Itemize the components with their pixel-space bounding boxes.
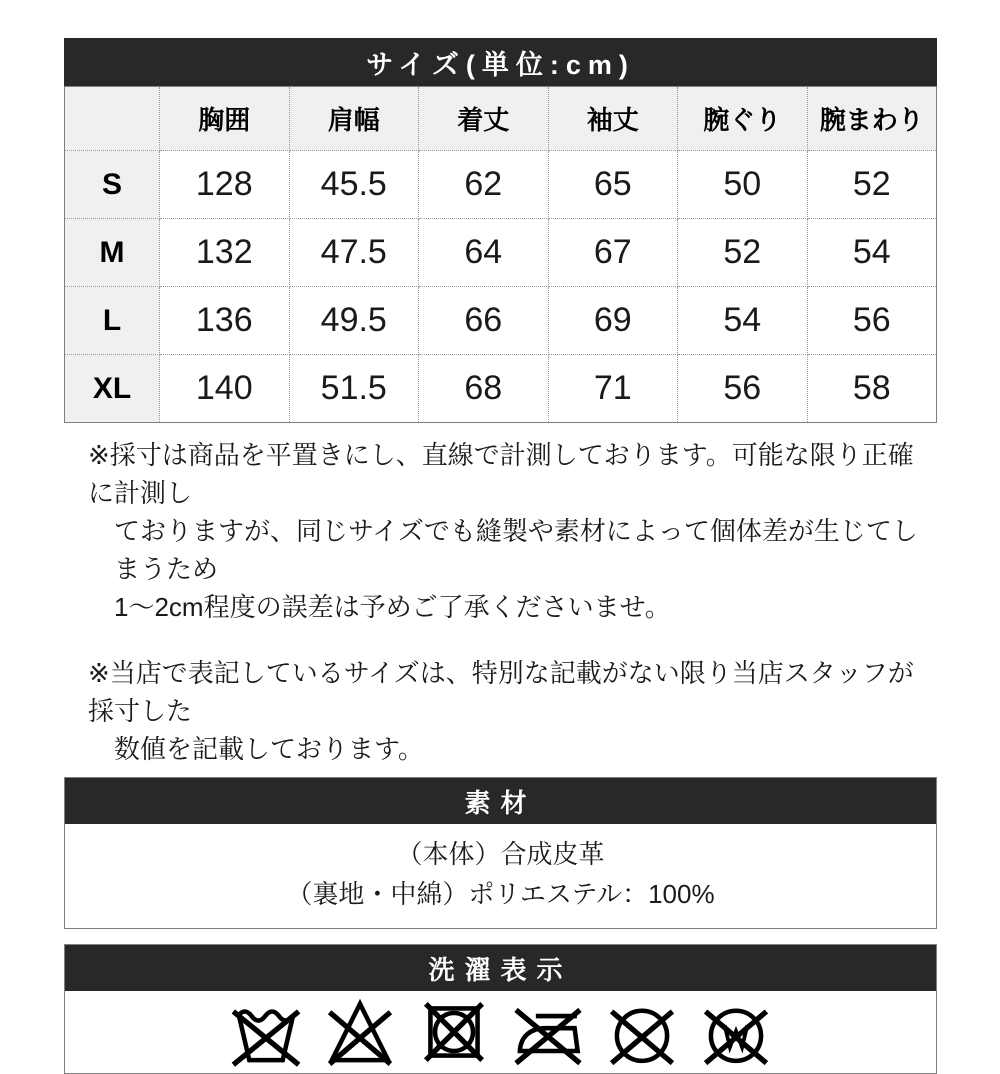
product-info-panel (64, 38, 937, 1074)
measurement-value-cell: 71 (548, 355, 678, 423)
washing-section-title: 洗濯表示 (428, 954, 573, 985)
do-not-wash-icon (228, 994, 304, 1070)
material-section-title: 素材 (464, 787, 537, 818)
measurement-value-cell: 45.5 (289, 151, 419, 219)
do-not-iron-icon (510, 994, 586, 1070)
size-table (64, 86, 937, 423)
measurement-value-cell: 52 (678, 219, 808, 287)
measurement-value-cell: 62 (419, 151, 549, 219)
size-label-cell: XL (65, 355, 160, 423)
measurement-value-cell: 68 (419, 355, 549, 423)
size-table-row (65, 151, 937, 219)
measurement-value-cell: 136 (160, 287, 290, 355)
washing-symbols-row (65, 991, 936, 1073)
size-table-row (65, 219, 937, 287)
do-not-bleach-icon (322, 994, 398, 1070)
note-line: ※当店で表記しているサイズは、特別な記載がない限り当店スタッフが採寸した (88, 658, 914, 726)
washing-section-header (65, 945, 936, 991)
measurement-value-cell: 64 (419, 219, 549, 287)
do-not-tumble-dry-icon (416, 994, 492, 1070)
column-header: 着丈 (419, 87, 549, 151)
measurement-value-cell: 50 (678, 151, 808, 219)
measurement-value-cell: 67 (548, 219, 678, 287)
measurement-value-cell: 51.5 (289, 355, 419, 423)
size-section-title: サイズ(単位:cm) (366, 49, 635, 80)
measurement-value-cell: 47.5 (289, 219, 419, 287)
measurement-value-cell: 56 (807, 287, 937, 355)
measurement-value-cell: 58 (807, 355, 937, 423)
column-header: 袖丈 (548, 87, 678, 151)
size-table-row (65, 355, 937, 423)
do-not-wet-clean-icon (698, 994, 774, 1070)
note-line: ※採寸は商品を平置きにし、直線で計測しております。可能な限り正確に計測し (88, 440, 914, 508)
material-body (65, 824, 936, 928)
measurement-value-cell: 132 (160, 219, 290, 287)
size-table-row (65, 287, 937, 355)
column-header: 腕まわり (807, 87, 937, 151)
washing-section (64, 944, 937, 1074)
sizing-note (88, 654, 937, 768)
note-line: 数値を記載しております。 (114, 734, 424, 764)
size-table-corner-cell (65, 87, 160, 151)
note-line: 1～2cm程度の誤差は予めご了承くださいませ。 (114, 592, 671, 622)
size-table-body (65, 151, 937, 423)
material-line-main: （本体）合成皮革 (396, 839, 605, 869)
material-section (64, 777, 937, 929)
size-label-cell: M (65, 219, 160, 287)
measurement-value-cell: 140 (160, 355, 290, 423)
measurement-value-cell: 69 (548, 287, 678, 355)
note-line: ておりますが、同じサイズでも縫製や素材によって個体差が生じてしまうため (114, 516, 918, 584)
column-header: 肩幅 (289, 87, 419, 151)
material-section-header (65, 778, 936, 824)
size-section-header (64, 38, 937, 86)
do-not-dry-clean-icon (604, 994, 680, 1070)
size-label-cell: S (65, 151, 160, 219)
measurement-value-cell: 128 (160, 151, 290, 219)
measurement-note (88, 436, 937, 626)
measurement-value-cell: 49.5 (289, 287, 419, 355)
column-header: 腕ぐり (678, 87, 808, 151)
measurement-value-cell: 66 (419, 287, 549, 355)
column-header: 胸囲 (160, 87, 290, 151)
measurement-value-cell: 54 (807, 219, 937, 287)
measurement-value-cell: 52 (807, 151, 937, 219)
size-table-header-row (65, 87, 937, 151)
measurement-value-cell: 54 (678, 287, 808, 355)
measurement-value-cell: 56 (678, 355, 808, 423)
measurement-value-cell: 65 (548, 151, 678, 219)
material-line-lining: （裏地・中綿）ポリエステル：100% (286, 879, 715, 909)
size-label-cell: L (65, 287, 160, 355)
